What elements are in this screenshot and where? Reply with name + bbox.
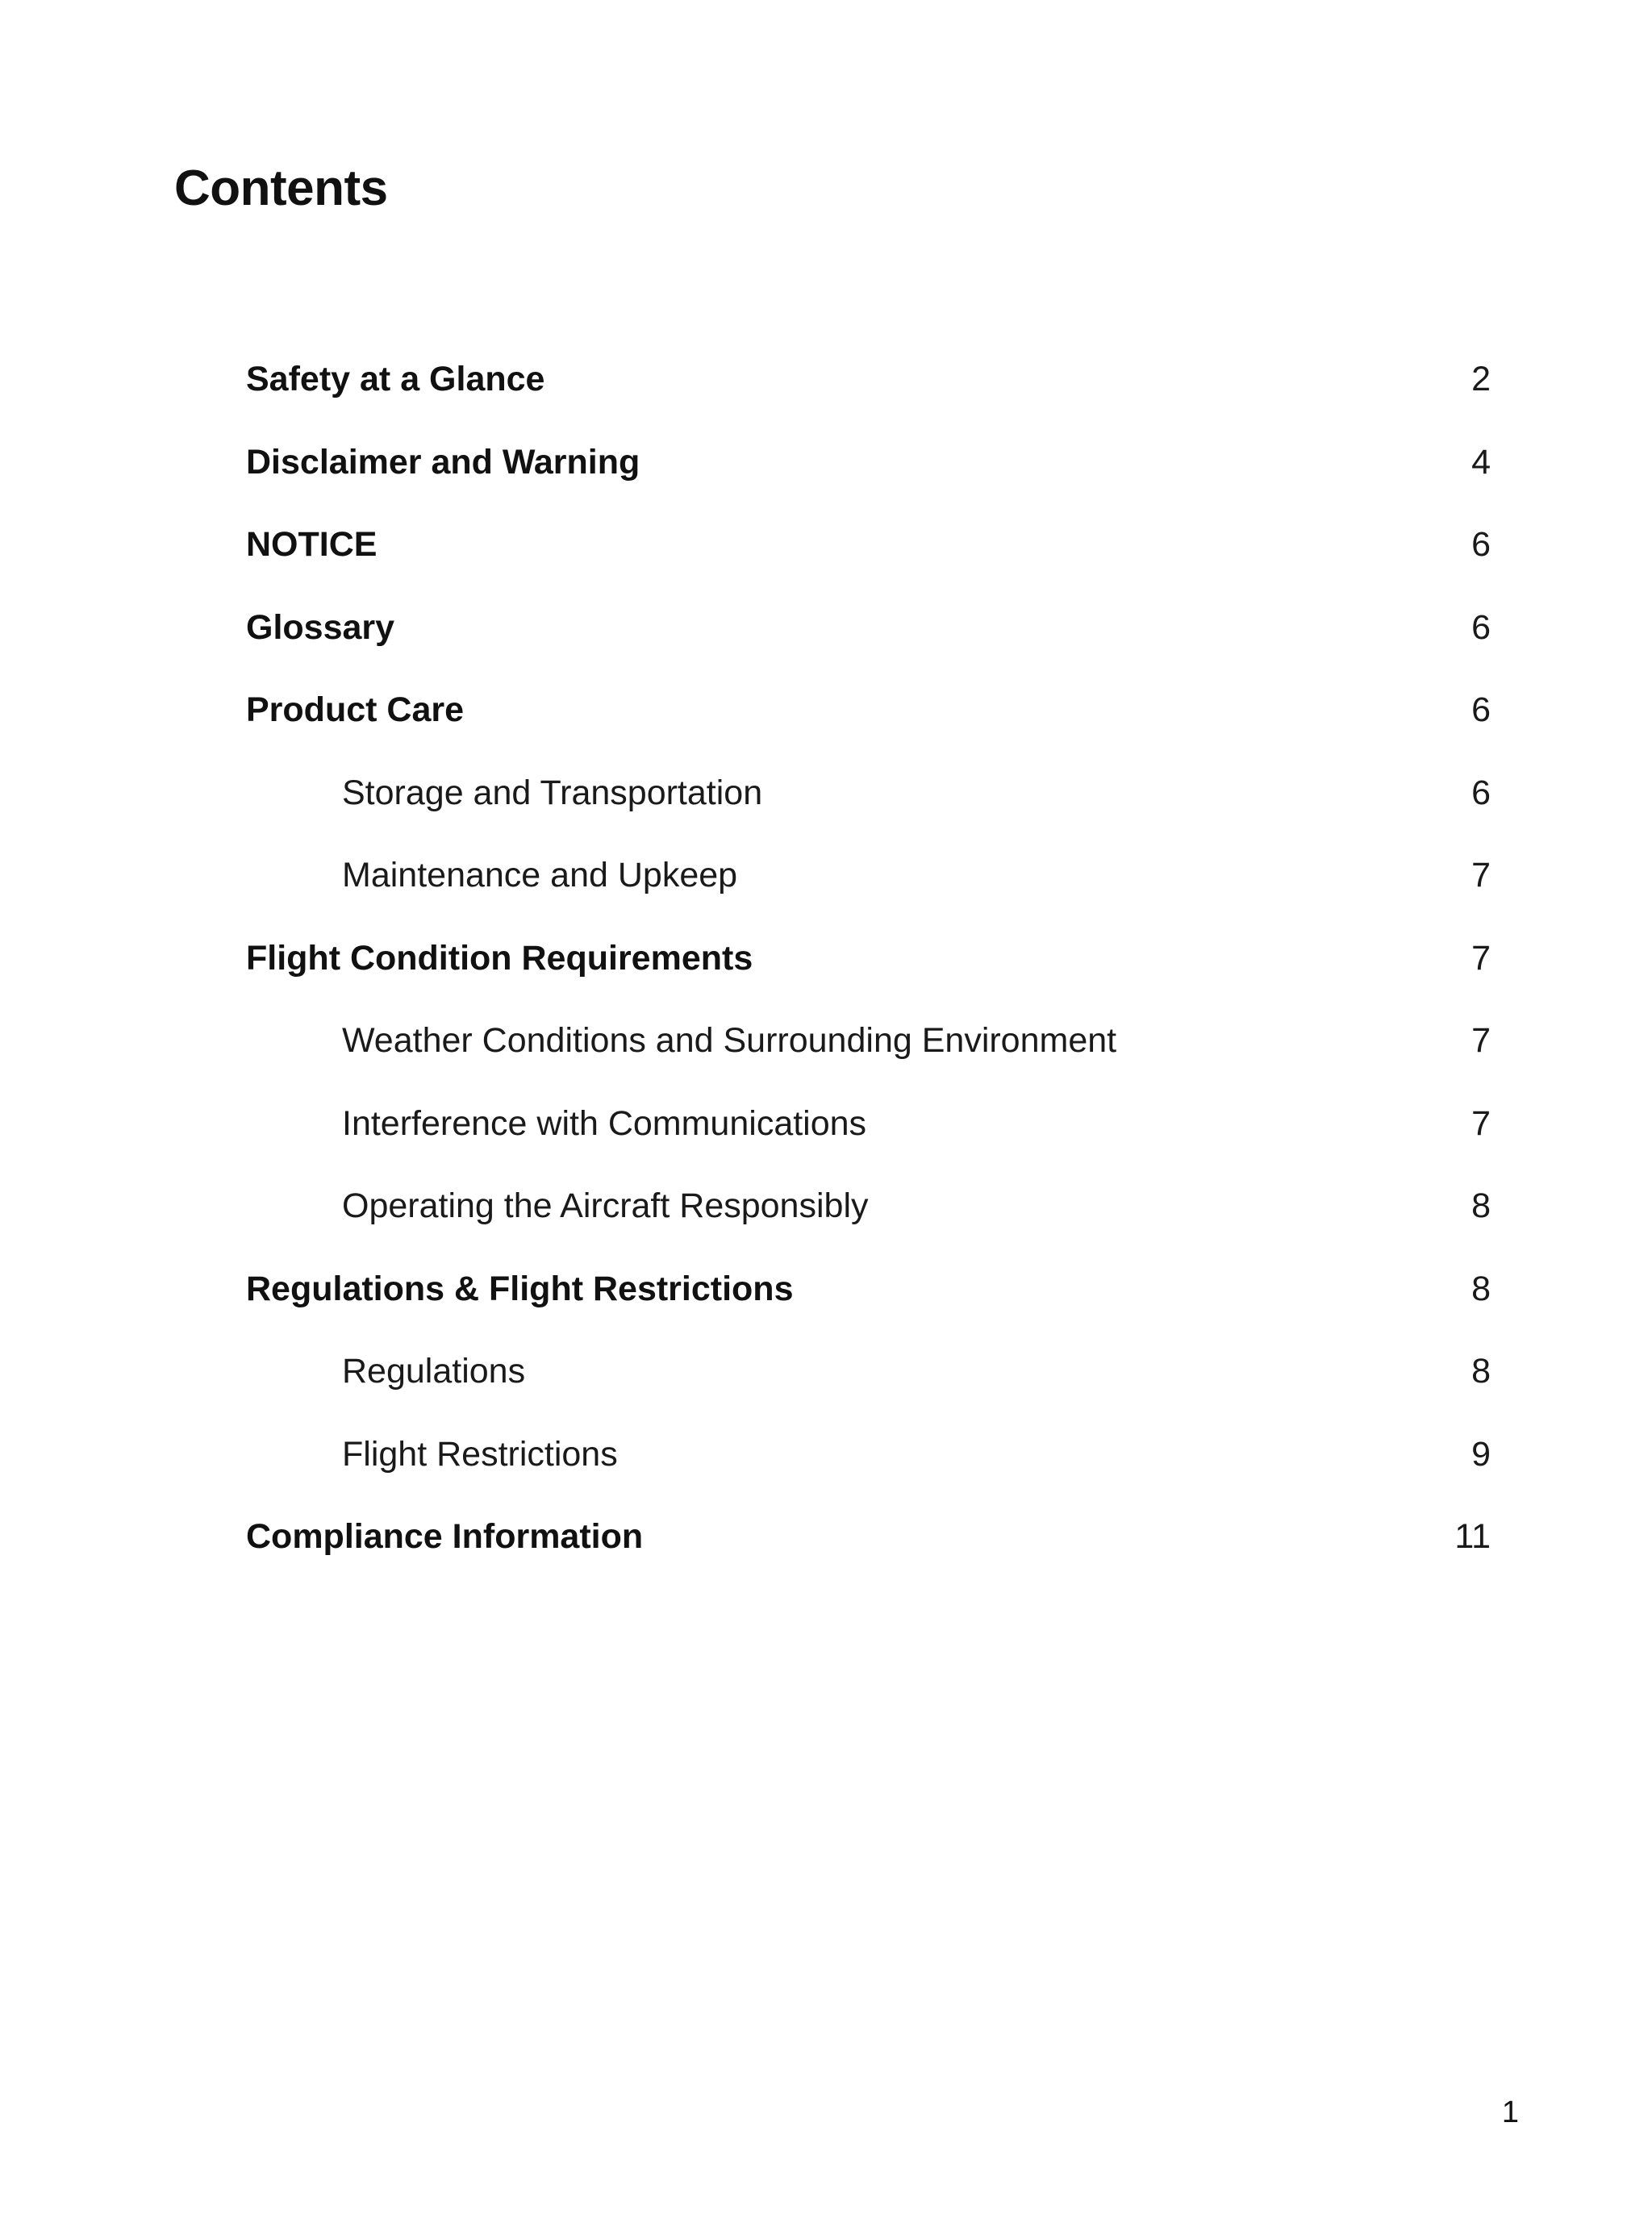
toc-entry-label: Compliance Information [246, 1517, 644, 1556]
toc-entry-page: 7 [1471, 1103, 1491, 1143]
toc-entry-label: Disclaimer and Warning [246, 442, 640, 482]
toc-entry-product-care[interactable] [246, 689, 1491, 772]
toc-entry-page: 7 [1471, 938, 1491, 978]
toc-entry-notice[interactable] [246, 523, 1491, 607]
toc-entry-label: Storage and Transportation [342, 773, 763, 812]
toc-entry-compliance-information[interactable] [246, 1516, 1491, 1599]
toc-entry-page: 7 [1471, 1021, 1491, 1060]
table-of-contents [246, 358, 1491, 1599]
toc-entry-label: Operating the Aircraft Responsibly [342, 1186, 869, 1225]
toc-entry-label: Product Care [246, 690, 465, 729]
toc-entry-page: 6 [1471, 690, 1491, 729]
toc-entry-label: Weather Conditions and Surrounding Environment [342, 1021, 1117, 1060]
toc-entry-label: Safety at a Glance [246, 360, 545, 398]
toc-entry-label: Interference with Communications [342, 1103, 867, 1143]
page-number: 1 [1501, 2095, 1519, 2129]
toc-entry-interference-with-communications[interactable] [246, 1103, 1491, 1186]
toc-entry-page: 9 [1471, 1434, 1491, 1474]
toc-entry-label: Maintenance and Upkeep [342, 856, 738, 894]
toc-entry-maintenance-and-upkeep[interactable] [246, 854, 1491, 937]
toc-entry-page: 6 [1471, 773, 1491, 812]
toc-entry-page: 8 [1471, 1186, 1491, 1225]
toc-entry-label: Regulations [342, 1352, 526, 1391]
toc-entry-flight-condition-requirements[interactable] [246, 937, 1491, 1020]
toc-entry-regulations-and-flight-restrictions[interactable] [246, 1268, 1491, 1351]
toc-entry-safety-at-a-glance[interactable] [246, 358, 1491, 441]
toc-entry-operating-the-aircraft-responsibly[interactable] [246, 1185, 1491, 1268]
toc-entry-glossary[interactable] [246, 607, 1491, 690]
toc-entry-label: Flight Condition Requirements [246, 938, 753, 978]
toc-entry-flight-restrictions[interactable] [246, 1433, 1491, 1516]
toc-entry-page: 8 [1471, 1352, 1491, 1391]
toc-entry-page: 11 [1454, 1517, 1491, 1556]
toc-entry-page: 8 [1471, 1269, 1491, 1308]
toc-entry-label: Flight Restrictions [342, 1434, 618, 1474]
toc-entry-page: 6 [1471, 607, 1491, 647]
toc-entry-page: 2 [1471, 360, 1491, 398]
toc-entry-label: NOTICE [246, 525, 378, 564]
toc-entry-page: 4 [1471, 442, 1491, 482]
toc-entry-disclaimer-and-warning[interactable] [246, 441, 1491, 524]
toc-entry-page: 6 [1471, 525, 1491, 564]
page-title: Contents [174, 161, 388, 216]
toc-entry-page: 7 [1471, 856, 1491, 894]
toc-entry-weather-conditions[interactable] [246, 1020, 1491, 1103]
toc-entry-label: Regulations & Flight Restrictions [246, 1269, 794, 1308]
toc-entry-label: Glossary [246, 607, 395, 647]
toc-entry-storage-and-transportation[interactable] [246, 772, 1491, 855]
toc-entry-regulations[interactable] [246, 1350, 1491, 1433]
